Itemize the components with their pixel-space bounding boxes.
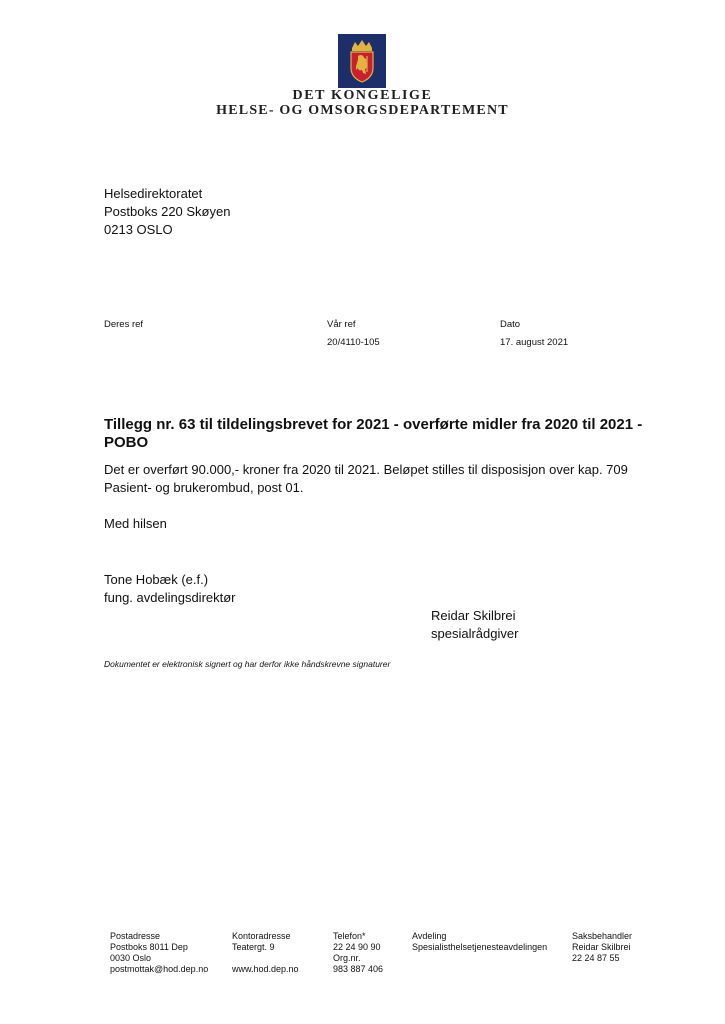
footer-postadresse-line: Postboks 8011 Dep <box>110 942 188 952</box>
var-ref-label: Vår ref <box>327 319 356 330</box>
footer-avdeling-line: Spesialisthelsetjenesteavdelingen <box>412 942 548 952</box>
footer-postadresse-line: 0030 Oslo <box>110 953 152 963</box>
footer-saksbehandler-heading: Saksbehandler <box>572 931 633 941</box>
footer-telefon-line: 22 24 90 90 <box>333 942 381 952</box>
letter-title: Tillegg nr. 63 til tildelingsbrevet for 2021 - overførte midler fra 2020 til 2021 - POBO <box>104 416 643 451</box>
footer-kontoradresse-heading: Kontoradresse <box>232 931 291 941</box>
footer-email-link[interactable]: postmottak@hod.dep.no <box>110 964 209 974</box>
department-name-line1: DET KONGELIGE <box>292 88 433 103</box>
footer-website-link[interactable]: www.hod.dep.no <box>232 964 299 974</box>
footer-avdeling-heading: Avdeling <box>412 931 447 941</box>
recipient-name: Helsedirektoratet <box>104 186 203 201</box>
recipient-address <box>104 185 230 239</box>
var-ref-value: 20/4110-105 <box>327 337 380 348</box>
footer-saksbehandler <box>572 931 632 964</box>
recipient-street: Postboks 220 Skøyen <box>104 204 231 219</box>
signature-block-1 <box>104 571 236 607</box>
footer-kontoradresse-line: Teatergt. 9 <box>232 942 275 952</box>
deres-ref-label: Deres ref <box>104 319 144 330</box>
signature-block-2 <box>431 607 518 643</box>
letter-body: Det er overført 90.000,- kroner fra 2020 til 2021. Beløpet stilles til disposisjon over kap. 709 Pasient- og brukerombud, post 01. <box>104 462 628 495</box>
footer-kontoradresse-line <box>232 953 299 964</box>
footer-saksbehandler-line: 22 24 87 55 <box>572 953 620 963</box>
footer-saksbehandler-line: Reidar Skilbrei <box>572 942 631 952</box>
footer-orgnr-value: 983 887 406 <box>333 964 384 974</box>
footer-kontoradresse <box>232 931 299 975</box>
electronic-signature-notice: Dokumentet er elektronisk signert og har derfor ikke håndskrevne signaturer <box>104 659 391 669</box>
footer-avdeling <box>412 931 547 953</box>
footer-telefon <box>333 931 383 975</box>
signer2-title: spesialrådgiver <box>431 626 519 641</box>
recipient-city: 0213 OSLO <box>104 222 173 237</box>
footer-orgnr-label: Org.nr. <box>333 953 361 963</box>
footer-telefon-heading: Telefon* <box>333 931 366 941</box>
footer-postadresse <box>110 931 208 975</box>
greeting: Med hilsen <box>104 516 167 531</box>
norwegian-coat-of-arms-icon <box>338 34 386 88</box>
signer1-title: fung. avdelingsdirektør <box>104 590 236 605</box>
date-label: Dato <box>500 319 521 330</box>
date-value: 17. august 2021 <box>500 337 569 348</box>
footer-postadresse-heading: Postadresse <box>110 931 161 941</box>
signer2-name: Reidar Skilbrei <box>431 608 516 623</box>
department-name-line2: HELSE- OG OMSORGSDEPARTEMENT <box>216 103 509 118</box>
signer1-name: Tone Hobæk (e.f.) <box>104 572 209 587</box>
